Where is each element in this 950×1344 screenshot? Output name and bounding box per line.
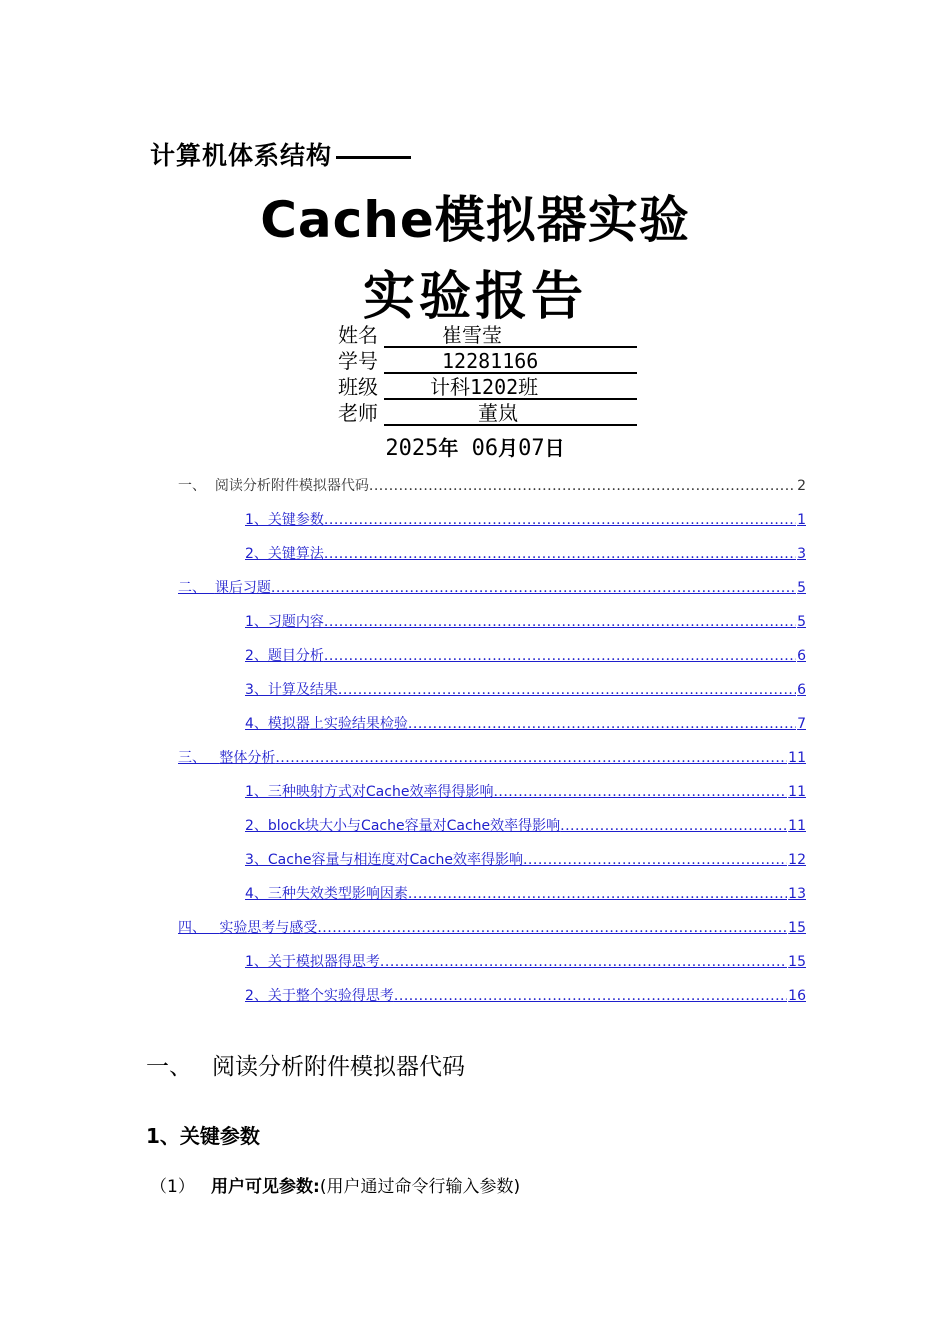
toc-entry-text: 1、关键参数 (245, 512, 324, 528)
toc-entry[interactable] (245, 714, 806, 734)
toc-page-number: 15 (788, 954, 806, 970)
toc-entry-text: 2、题目分析 (245, 648, 324, 664)
toc-entry[interactable] (245, 544, 806, 564)
toc-entry[interactable] (178, 918, 806, 938)
toc-entry-number: 一、 (178, 478, 215, 494)
toc-leader-dots (317, 918, 787, 938)
toc-entry[interactable] (245, 612, 806, 632)
toc-entry-number: 二、 (178, 580, 215, 596)
toc-page-number: 11 (788, 750, 806, 766)
toc-entry-text: 1、习题内容 (245, 614, 324, 630)
document-title-line2: 实验报告 (362, 267, 587, 327)
toc-entry[interactable] (245, 952, 806, 972)
toc-entry-text: 2、关键算法 (245, 546, 324, 562)
toc-leader-dots (560, 816, 787, 836)
toc-page-number: 7 (797, 716, 806, 732)
toc-entry[interactable] (245, 680, 806, 700)
info-id-row (338, 348, 638, 374)
toc-entry-text: 整体分析 (219, 750, 276, 766)
subtitle-text: 计算机体系结构 (150, 141, 333, 170)
toc-entry[interactable] (178, 578, 806, 598)
toc-entry[interactable] (245, 816, 806, 836)
info-value: 崔雪莹 (442, 323, 502, 347)
info-teacher-row (338, 400, 638, 426)
subtitle-dash (336, 156, 411, 159)
info-value-line (384, 322, 637, 348)
toc-leader-dots (523, 850, 787, 870)
toc-page-number: 11 (788, 784, 806, 800)
toc-leader-dots (324, 646, 796, 666)
toc-entry[interactable] (245, 850, 806, 870)
toc-entry-text: 2、block块大小与Cache容量对Cache效率得影响 (245, 818, 561, 834)
toc-leader-dots (275, 748, 787, 768)
toc-entry[interactable] (178, 748, 806, 768)
subsection-heading: 1、关键参数 (146, 1124, 260, 1148)
toc-entry-number: 三、 (178, 750, 220, 766)
info-value: 董岚 (478, 401, 518, 425)
toc-page-number: 15 (788, 920, 806, 936)
info-value: 12281166 (442, 349, 539, 373)
info-label: 老师 (338, 401, 378, 425)
info-label: 学号 (338, 349, 378, 373)
toc-entry-text: 1、三种映射方式对Cache效率得得影响 (245, 784, 494, 800)
toc-entry-text: 4、三种失效类型影响因素 (245, 886, 408, 902)
document-subtitle (150, 136, 411, 172)
toc-entry-text: 2、关于整个实验得思考 (245, 988, 394, 1004)
toc-page-number: 2 (797, 478, 806, 494)
toc-leader-dots (408, 714, 796, 734)
info-label: 姓名 (338, 323, 378, 347)
toc-leader-dots (408, 884, 787, 904)
toc-entry[interactable] (245, 646, 806, 666)
toc-leader-dots (493, 782, 787, 802)
section-heading: 一、 阅读分析附件模拟器代码 (146, 1054, 465, 1080)
toc-leader-dots (394, 986, 787, 1006)
toc-page-number: 5 (797, 614, 806, 630)
toc-entry-text: 阅读分析附件模拟器代码 (214, 478, 369, 494)
info-value-line (384, 400, 637, 426)
toc-page-number: 11 (788, 818, 806, 834)
info-class-row (338, 374, 638, 400)
document-title: Cache模拟器实验 (260, 191, 690, 249)
toc-leader-dots (338, 680, 796, 700)
toc-page-number: 1 (797, 512, 806, 528)
paragraph: （1） 用户可见参数:(用户通过命令行输入参数) (150, 1177, 521, 1197)
toc-entry-text: 3、Cache容量与相连度对Cache效率得影响 (245, 852, 523, 868)
report-date: 2025年 06月07日 (385, 436, 565, 461)
toc-page-number: 3 (797, 546, 806, 562)
toc-entry[interactable] (245, 510, 806, 530)
toc-entry-text: 3、计算及结果 (245, 682, 338, 698)
toc-leader-dots (380, 952, 787, 972)
toc-entry-text: 4、模拟器上实验结果检验 (245, 716, 408, 732)
info-value: 计科1202班 (430, 375, 539, 399)
info-name-row (338, 322, 638, 348)
toc-page-number: 5 (797, 580, 806, 596)
toc-leader-dots (271, 578, 796, 598)
toc-leader-dots (324, 612, 796, 632)
toc-entry-text: 课后习题 (214, 580, 271, 596)
info-value-line (384, 374, 637, 400)
toc-page-number: 16 (788, 988, 806, 1004)
toc-leader-dots (324, 510, 796, 530)
toc-leader-dots (369, 476, 796, 496)
toc-entry-number: 四、 (178, 920, 220, 936)
toc-entry (178, 476, 806, 496)
info-label: 班级 (338, 375, 378, 399)
toc-entry-text: 1、关于模拟器得思考 (245, 954, 380, 970)
toc-page-number: 6 (797, 682, 806, 698)
toc-entry[interactable] (245, 884, 806, 904)
toc-entry[interactable] (245, 782, 806, 802)
toc-page-number: 6 (797, 648, 806, 664)
toc-page-number: 13 (788, 886, 806, 902)
toc-entry-text: 实验思考与感受 (219, 920, 318, 936)
toc-page-number: 12 (788, 852, 806, 868)
toc-leader-dots (324, 544, 796, 564)
toc-entry[interactable] (245, 986, 806, 1006)
info-value-line (384, 348, 637, 374)
